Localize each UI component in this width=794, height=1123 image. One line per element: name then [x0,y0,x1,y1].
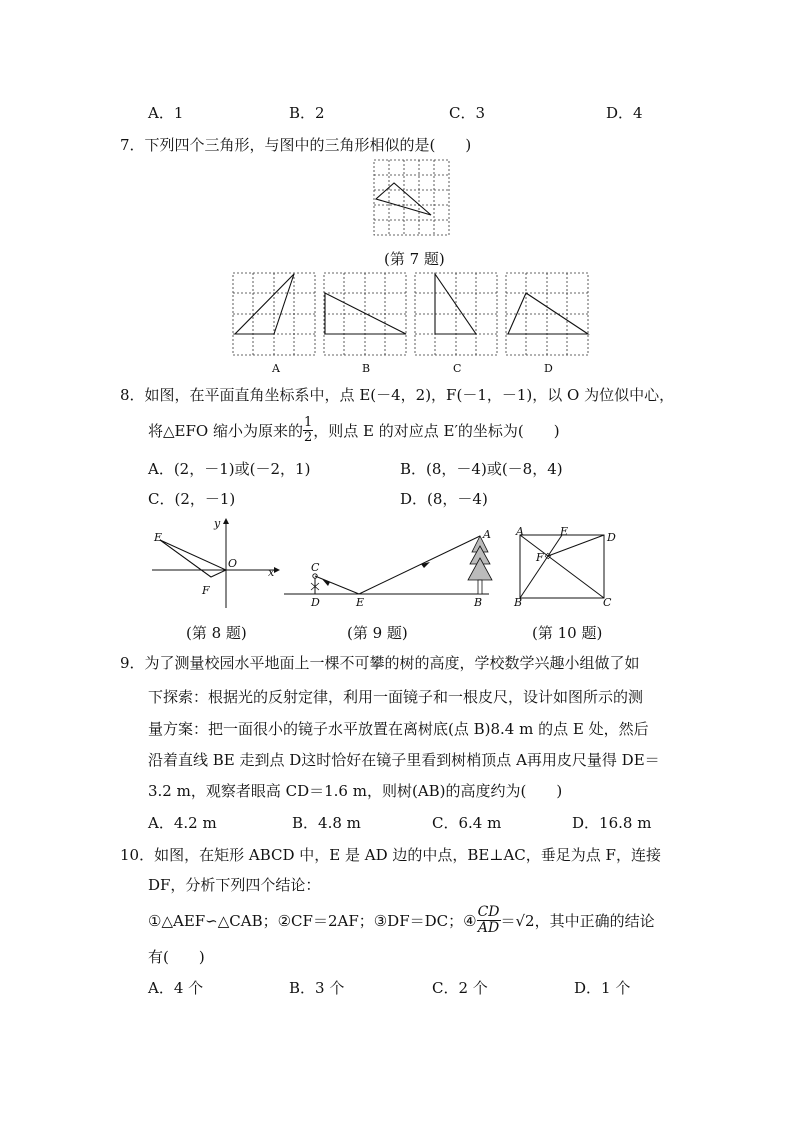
q10-option-c: C．2 个 [432,979,488,997]
q8-fraction-denominator: 2 [303,429,313,445]
q7-reference-grid-figure [374,160,454,240]
fig8-caption: (第 8 题) [186,624,247,642]
q10-option-b: B．3 个 [289,979,345,997]
q9-line-4: 沿着直线 BE 走到点 D这时恰好在镜子里看到树梢顶点 A再用皮尺量得 DE＝ [148,751,660,769]
q8-fraction-numerator: 1 [303,414,313,430]
q10-fraction-denominator: AD [477,919,500,936]
fig10-caption: (第 10 题) [532,624,603,642]
fig8-label-e: E [154,531,163,544]
q10-line-4: 有( ) [148,948,205,966]
q9-line-2: 下探索：根据光的反射定律，利用一面镜子和一根皮尺，设计如图所示的测 [148,688,644,706]
fig8-label-x: x [268,566,275,579]
q7-option-c-figure [415,273,499,357]
fig8-label-f: F [202,584,210,597]
q9-line-1: 9．为了测量校园水平地面上一棵不可攀的树的高度，学校数学兴趣小组做了如 [120,654,640,672]
q8-option-c: C．(2，－1) [148,490,236,508]
fig10-label-a: A [516,525,524,538]
q9-option-a: A．4.2 m [148,814,217,832]
q9-option-c: C．6.4 m [432,814,502,832]
q9-line-3: 量方案：把一面很小的镜子水平放置在离树底(点 B)8.4 m 的点 E 处，然后 [148,720,649,738]
fig9-caption: (第 9 题) [347,624,408,642]
fig10-label-f: F [536,551,544,564]
q10-line-2: DF，分析下列四个结论： [148,876,321,894]
fig9-label-c: C [311,561,320,574]
q6-option-c: C．3 [449,104,486,122]
q7-figure-caption: (第 7 题) [384,250,445,268]
q9-option-b: B．4.8 m [292,814,361,832]
q6-option-b: B．2 [289,104,325,122]
fig10-label-c: C [603,596,612,609]
q10-line-3-post: ＝√2，其中正确的结论 [500,911,655,930]
fig9-label-d: D [311,596,320,609]
fig8-label-y: y [214,517,221,530]
q8-line-2-pre: 将△EFO 缩小为原来的 [148,421,303,440]
q9-option-d: D．16.8 m [572,814,652,832]
fig8-coordinate-diagram [150,518,280,613]
q10-line-3 [148,898,655,942]
q7-option-b-figure [324,273,408,357]
q8-option-b: B．(8，－4)或(－8，4) [400,460,563,478]
fig10-rectangle-diagram [518,533,608,605]
q7-label-c: C [453,362,462,375]
q6-option-d: D．4 [606,104,643,122]
q8-fraction [303,416,313,444]
q7-stem: 7．下列四个三角形，与图中的三角形相似的是( ) [120,136,472,154]
fig10-label-b: B [514,596,523,609]
q6-option-a: A．1 [148,104,184,122]
q7-label-b: B [362,362,371,375]
fig10-label-e: E [560,525,569,538]
fig9-label-e: E [356,596,365,609]
fig9-label-b: B [474,596,483,609]
q8-line-2-post: ，则点 E 的对应点 E′的坐标为( ) [313,421,560,440]
q8-line-1: 8．如图，在平面直角坐标系中，点 E(－4，2)，F(－1，－1)，以 O 为位似中心， [120,386,675,404]
q7-option-a-figure [233,273,317,357]
q10-option-d: D．1 个 [574,979,631,997]
q7-label-a: A [272,362,280,375]
fig10-label-d: D [607,531,616,544]
fig9-label-a: A [483,528,491,541]
q10-fraction-numerator: CD [477,903,500,920]
fig8-label-o: O [228,557,238,570]
q9-line-5: 3.2 m，观察者眼高 CD＝1.6 m，则树(AB)的高度约为( ) [148,782,563,800]
q7-option-d-figure [506,273,590,357]
q8-line-2 [148,410,560,450]
q10-line-3-pre: ①△AEF∽△CAB；②CF＝2AF；③DF＝DC；④ [148,911,477,930]
q10-fraction [477,905,501,935]
q10-option-a: A．4 个 [148,979,204,997]
q8-option-d: D．(8，－4) [400,490,488,508]
q8-option-a: A．(2，－1)或(－2，1) [148,460,311,478]
q10-line-1: 10．如图，在矩形 ABCD 中，E 是 AD 边的中点，BE⊥AC，垂足为点 F，连接 [120,846,661,864]
q7-label-d: D [544,362,553,375]
